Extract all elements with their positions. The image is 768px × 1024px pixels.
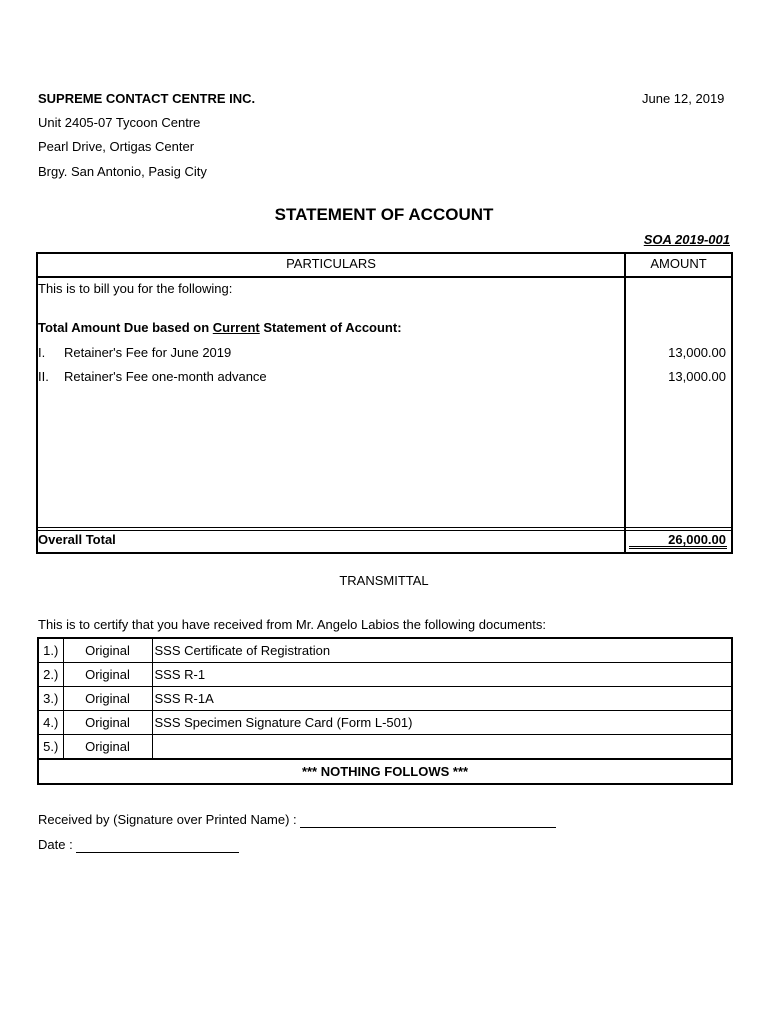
item-description-1: Retainer's Fee for June 2019: [64, 345, 232, 360]
doc-type: Original: [63, 687, 152, 711]
item-amount-2: 13,000.00: [668, 369, 726, 384]
total-due-line: Total Amount Due based on Current Statement of Account:: [38, 320, 402, 335]
bill-intro: This is to bill you for the following:: [38, 281, 233, 296]
doc-number: 5.): [38, 735, 63, 760]
company-name: SUPREME CONTACT CENTRE INC.: [38, 91, 256, 106]
total-double-underline: [629, 546, 727, 549]
item-numeral-1: I.: [38, 345, 46, 360]
doc-name: SSS Certificate of Registration: [152, 638, 732, 663]
doc-name: [152, 735, 732, 760]
nothing-follows-row: [38, 759, 732, 784]
address-line-1: Unit 2405-07 Tycoon Centre: [38, 115, 201, 130]
transmittal-table: [37, 637, 733, 785]
received-by-line: [38, 812, 556, 828]
nothing-follows: *** NOTHING FOLLOWS ***: [38, 759, 732, 784]
table-row: [38, 638, 732, 663]
doc-number: 2.): [38, 663, 63, 687]
doc-type: Original: [63, 638, 152, 663]
particulars-header: PARTICULARS: [286, 256, 376, 271]
table-row: [38, 711, 732, 735]
doc-type: Original: [63, 735, 152, 760]
document-date: June 12, 2019: [642, 91, 725, 106]
overall-total-label: Overall Total: [38, 532, 116, 547]
address-line-2: Pearl Drive, Ortigas Center: [38, 139, 195, 154]
table-row: [38, 663, 732, 687]
received-by-blank[interactable]: [300, 815, 556, 828]
header-divider: [36, 276, 733, 278]
column-divider: [624, 252, 626, 554]
statement-table: [36, 252, 733, 554]
doc-name: SSS Specimen Signature Card (Form L-501): [152, 711, 732, 735]
total-divider-2: [36, 530, 733, 531]
received-by-label: Received by (Signature over Printed Name) :: [38, 812, 301, 827]
doc-number: 4.): [38, 711, 63, 735]
doc-name: SSS R-1A: [152, 687, 732, 711]
amount-header: AMOUNT: [650, 256, 707, 271]
doc-type: Original: [63, 663, 152, 687]
doc-number: 3.): [38, 687, 63, 711]
item-amount-1: 13,000.00: [668, 345, 726, 360]
date-blank[interactable]: [76, 840, 239, 853]
address-line-3: Brgy. San Antonio, Pasig City: [38, 164, 207, 179]
soa-number: SOA 2019-001: [643, 232, 730, 247]
table-row: [38, 687, 732, 711]
item-numeral-2: II.: [38, 369, 49, 384]
total-divider-1: [36, 527, 733, 528]
date-label: Date :: [38, 837, 77, 852]
item-description-2: Retainer's Fee one-month advance: [64, 369, 267, 384]
transmittal-heading: TRANSMITTAL: [339, 573, 429, 588]
doc-type: Original: [63, 711, 152, 735]
doc-number: 1.): [38, 638, 63, 663]
doc-name: SSS R-1: [152, 663, 732, 687]
table-row: [38, 735, 732, 760]
certify-text: This is to certify that you have received from Mr. Angelo Labios the following documents:: [38, 617, 546, 632]
date-line: [38, 837, 239, 853]
overall-total-amount: 26,000.00: [668, 532, 726, 547]
document-title: STATEMENT OF ACCOUNT: [274, 205, 494, 224]
